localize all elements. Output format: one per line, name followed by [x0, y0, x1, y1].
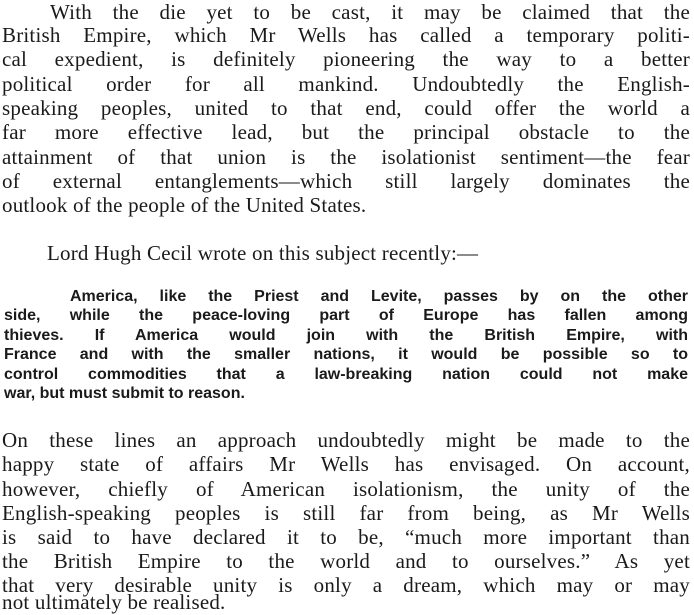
paragraph-1-line: With the die yet to be cast, it may be claimed that the	[50, 0, 690, 24]
quotation-line: side, while the peace-loving part of Europe has fallen among	[4, 307, 688, 324]
paragraph-1-line: speaking peoples, united to that end, could offer the world a	[2, 96, 690, 120]
paragraph-1-line: far more effective lead, but the principal obstacle to the	[2, 120, 690, 144]
paragraph-1-line: of external entanglements—which still largely dominates the	[2, 169, 690, 193]
quotation-line: France and with the smaller nations, it would be possible so to	[4, 346, 688, 363]
paragraph-2-line: however, chiefly of American isolationism, the unity of the	[2, 477, 690, 501]
paragraph-2-line: not ultimately be realised.	[2, 590, 226, 614]
paragraph-1-line: attainment of that union is the isolationist sentiment—the fear	[2, 145, 690, 169]
paragraph-2-line: happy state of affairs Mr Wells has envisaged. On account,	[2, 452, 690, 476]
quotation-line: America, like the Priest and Levite, passes by on the other	[70, 288, 688, 305]
paragraph-2-line: is said to have declared it to be, “much more important than	[2, 525, 690, 549]
paragraph-2-line: the British Empire to the world and to ourselves.” As yet	[2, 549, 690, 573]
paragraph-2-line: that very desirable unity is only a dream, which may or may	[2, 573, 690, 597]
paragraph-1-line: British Empire, which Mr Wells has called a temporary politi-	[2, 23, 690, 47]
quotation-line: thieves. If America would join with the British Empire, with	[4, 327, 688, 344]
paragraph-1-line: outlook of the people of the United States.	[2, 193, 367, 217]
quotation-intro: Lord Hugh Cecil wrote on this subject recently:—	[47, 241, 479, 265]
quotation-line: control commodities that a law-breaking nation could not make	[4, 366, 688, 383]
quotation-line: war, but must submit to reason.	[4, 385, 245, 402]
paragraph-2-line: On these lines an approach undoubtedly might be made to the	[2, 428, 690, 452]
paragraph-1-line: cal expedient, is definitely pioneering the way to a better	[2, 47, 690, 71]
paragraph-2-line: English-speaking peoples is still far from being, as Mr Wells	[2, 501, 690, 525]
paragraph-1-line: political order for all mankind. Undoubtedly the English-	[2, 72, 690, 96]
